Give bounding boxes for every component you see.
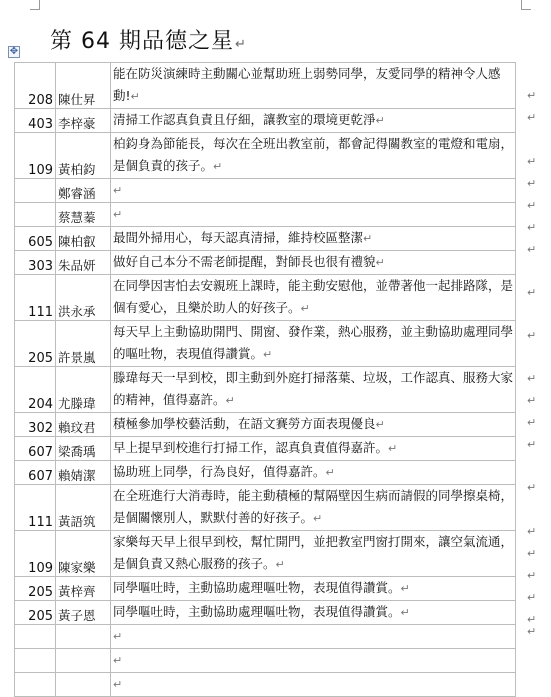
paragraph-mark: ↵ — [113, 208, 123, 221]
paragraph-mark: ↵ — [113, 630, 123, 643]
student-name-cell[interactable] — [56, 625, 111, 649]
merit-description-cell[interactable] — [111, 413, 516, 437]
paragraph-mark: ↵ — [313, 512, 323, 525]
merit-description-cell[interactable] — [111, 367, 516, 413]
table-row — [15, 133, 516, 179]
table-row — [15, 577, 516, 601]
row-end-mark: ↵ — [527, 625, 537, 638]
row-end-mark: ↵ — [527, 221, 537, 234]
merit-description-text: 在全班進行大消毒時，能主動積極的幫隔壁因生病而請假的同學擦桌椅，是個關懷別人，默默付善的好孩子。 — [113, 488, 514, 525]
merit-description-cell[interactable] — [111, 625, 516, 649]
page-corner-mark — [30, 0, 40, 10]
paragraph-mark: ↵ — [263, 348, 273, 361]
merit-description-cell[interactable] — [111, 109, 516, 133]
merit-description-text: 柏鈞身為節能長，每次在全班出教室前，都會記得關教室的電燈和電扇，是個負責的孩子。 — [113, 136, 514, 173]
merit-description-text: 在同學因害怕去安親班上課時，能主動安慰他，並帶著他一起排路隊，是個有愛心，且樂於助人的好孩子。 — [113, 278, 514, 315]
row-end-mark: ↵ — [527, 569, 537, 582]
document-title — [50, 24, 247, 55]
student-name-cell[interactable]: 黃語筑 — [56, 485, 111, 531]
class-number-cell[interactable] — [15, 203, 56, 227]
paragraph-mark: ↵ — [400, 582, 410, 595]
class-number-cell[interactable]: 303 — [15, 251, 56, 275]
merit-description-cell[interactable] — [111, 251, 516, 275]
roster-body — [15, 63, 516, 697]
row-end-mark: ↵ — [527, 438, 537, 451]
table-row — [15, 673, 516, 697]
paragraph-mark: ↵ — [375, 256, 385, 269]
student-name-cell[interactable]: 黃柏鈞 — [56, 133, 111, 179]
class-number-cell[interactable]: 109 — [15, 133, 56, 179]
table-row — [15, 461, 516, 485]
merit-description-text: 做好自己本分不需老師提醒，對師長也很有禮貌 — [113, 254, 376, 269]
table-row — [15, 227, 516, 251]
class-number-cell[interactable] — [15, 179, 56, 203]
merit-description-text: 積極參加學校藝活動，在語文賽勞方面表現優良 — [113, 416, 376, 431]
merit-description-cell[interactable] — [111, 673, 516, 697]
row-end-mark: ↵ — [527, 481, 537, 494]
class-number-cell[interactable]: 302 — [15, 413, 56, 437]
class-number-cell[interactable]: 111 — [15, 275, 56, 321]
student-name-cell[interactable]: 賴婧潔 — [56, 461, 111, 485]
student-name-cell[interactable]: 鄭睿涵 — [56, 179, 111, 203]
merit-description-cell[interactable] — [111, 461, 516, 485]
paragraph-mark: ↵ — [113, 678, 123, 691]
student-name-cell[interactable] — [56, 673, 111, 697]
row-end-mark: ↵ — [527, 591, 537, 604]
class-number-cell[interactable]: 205 — [15, 601, 56, 625]
paragraph-mark: ↵ — [213, 160, 223, 173]
table-row — [15, 203, 516, 227]
student-name-cell[interactable]: 尤滕瑋 — [56, 367, 111, 413]
class-number-cell[interactable] — [15, 625, 56, 649]
page-corner-mark — [521, 0, 531, 10]
student-name-cell[interactable]: 陳家樂 — [56, 531, 111, 577]
student-name-cell[interactable] — [56, 649, 111, 673]
student-name-cell[interactable]: 許景嵐 — [56, 321, 111, 367]
table-row — [15, 485, 516, 531]
table-row — [15, 625, 516, 649]
merit-description-cell[interactable] — [111, 321, 516, 367]
merit-description-text: 同學嘔吐時，主動協助處理嘔吐物，表現值得讚賞。 — [113, 580, 401, 595]
row-end-mark: ↵ — [527, 155, 537, 168]
row-end-mark: ↵ — [527, 111, 537, 124]
merit-description-text: 最間外掃用心，每天認真清掃，維持校區整潔 — [113, 230, 364, 245]
table-row — [15, 649, 516, 673]
student-name-cell[interactable]: 洪永承 — [56, 275, 111, 321]
merit-description-text: 家樂每天早上很早到校，幫忙開門，並把教室門窗打開來，讓空氣流通，是個負責又熱心服務的孩子。 — [113, 534, 514, 571]
paragraph-mark: ↵ — [113, 654, 123, 667]
table-row — [15, 275, 516, 321]
student-name-cell[interactable]: 李梓豪 — [56, 109, 111, 133]
merit-description-cell[interactable] — [111, 437, 516, 461]
table-row — [15, 531, 516, 577]
student-name-cell[interactable]: 陳柏叡 — [56, 227, 111, 251]
student-name-cell[interactable]: 黃梓齊 — [56, 577, 111, 601]
row-end-mark: ↵ — [527, 525, 537, 538]
paragraph-mark: ↵ — [375, 418, 385, 431]
paragraph-mark: ↵ — [375, 114, 385, 127]
merit-description-cell[interactable] — [111, 577, 516, 601]
class-number-cell[interactable]: 403 — [15, 109, 56, 133]
title-text: 第 64 期品德之星 — [50, 29, 234, 54]
class-number-cell[interactable]: 208 — [15, 63, 56, 109]
paragraph-mark: ↵ — [388, 442, 398, 455]
merit-description-cell[interactable] — [111, 63, 516, 109]
row-end-mark: ↵ — [527, 416, 537, 429]
student-name-cell[interactable]: 賴玟君 — [56, 413, 111, 437]
class-number-cell[interactable] — [15, 649, 56, 673]
student-name-cell[interactable]: 朱品妍 — [56, 251, 111, 275]
paragraph-mark: ↵ — [225, 394, 235, 407]
merit-description-text: 滕瑋每天一早到校，即主動到外庭打掃落葉、垃圾，工作認真、服務大家的精神，值得嘉許。 — [113, 370, 514, 407]
merit-description-cell[interactable] — [111, 275, 516, 321]
table-row — [15, 109, 516, 133]
merit-description-text: 早上提早到校進行打掃工作，認真負責值得嘉許。 — [113, 440, 389, 455]
class-number-cell[interactable]: 607 — [15, 437, 56, 461]
paragraph-mark: ↵ — [130, 90, 140, 103]
merit-description-cell[interactable] — [111, 485, 516, 531]
paragraph-mark: ↵ — [300, 302, 310, 315]
row-end-mark: ↵ — [527, 243, 537, 256]
table-row — [15, 413, 516, 437]
merit-description-text: 能在防災演練時主動關心並幫助班上弱勢同學，友愛同學的精神令人感動! — [113, 66, 501, 103]
merit-description-cell[interactable] — [111, 601, 516, 625]
row-end-mark: ↵ — [527, 177, 537, 190]
row-end-mark: ↵ — [527, 329, 537, 342]
paragraph-mark: ↵ — [325, 466, 335, 479]
merit-description-cell[interactable] — [111, 227, 516, 251]
table-row — [15, 63, 516, 109]
merit-description-text: 同學嘔吐時，主動協助處理嘔吐物，表現值得讚賞。 — [113, 604, 401, 619]
class-number-cell[interactable]: 205 — [15, 577, 56, 601]
paragraph-mark: ↵ — [113, 184, 123, 197]
row-end-mark: ↵ — [527, 547, 537, 560]
class-number-cell[interactable]: 607 — [15, 461, 56, 485]
row-end-mark: ↵ — [527, 372, 537, 385]
merit-description-text: 協助班上同學，行為良好，值得嘉許。 — [113, 464, 326, 479]
class-number-cell[interactable]: 605 — [15, 227, 56, 251]
table-row — [15, 437, 516, 461]
student-name-cell[interactable]: 蔡慧蓁 — [56, 203, 111, 227]
table-move-handle-icon[interactable]: ✥ — [9, 46, 19, 57]
class-number-cell[interactable]: 205 — [15, 321, 56, 367]
merit-description-cell[interactable] — [111, 531, 516, 577]
class-number-cell[interactable]: 111 — [15, 485, 56, 531]
merit-description-cell[interactable] — [111, 203, 516, 227]
student-name-cell[interactable]: 黃子恩 — [56, 601, 111, 625]
row-end-mark: ↵ — [527, 286, 537, 299]
merit-description-cell[interactable] — [111, 133, 516, 179]
row-end-mark: ↵ — [527, 394, 537, 407]
merit-description-cell[interactable] — [111, 179, 516, 203]
merit-description-text: 每天早上主動協助開門、開窗、發作業，熱心服務，並主動協助處理同學的嘔吐物，表現值得讚賞。 — [113, 324, 514, 361]
honor-roster-table — [14, 62, 516, 697]
paragraph-mark: ↵ — [275, 558, 285, 571]
table-row — [15, 601, 516, 625]
merit-description-cell[interactable] — [111, 649, 516, 673]
class-number-cell[interactable]: 109 — [15, 531, 56, 577]
student-name-cell[interactable]: 梁喬瑀 — [56, 437, 111, 461]
row-end-mark: ↵ — [527, 199, 537, 212]
paragraph-mark: ↵ — [400, 606, 410, 619]
class-number-cell[interactable] — [15, 673, 56, 697]
class-number-cell[interactable]: 204 — [15, 367, 56, 413]
table-row — [15, 251, 516, 275]
table-row — [15, 179, 516, 203]
table-row — [15, 367, 516, 413]
table-row — [15, 321, 516, 367]
merit-description-text: 清掃工作認真負責且仔細，讓教室的環境更乾淨 — [113, 112, 376, 127]
row-end-mark: ↵ — [527, 613, 537, 626]
paragraph-mark: ↵ — [363, 232, 373, 245]
row-end-mark: ↵ — [527, 89, 537, 102]
paragraph-mark: ↵ — [234, 37, 247, 52]
student-name-cell[interactable]: 陳仕昇 — [56, 63, 111, 109]
